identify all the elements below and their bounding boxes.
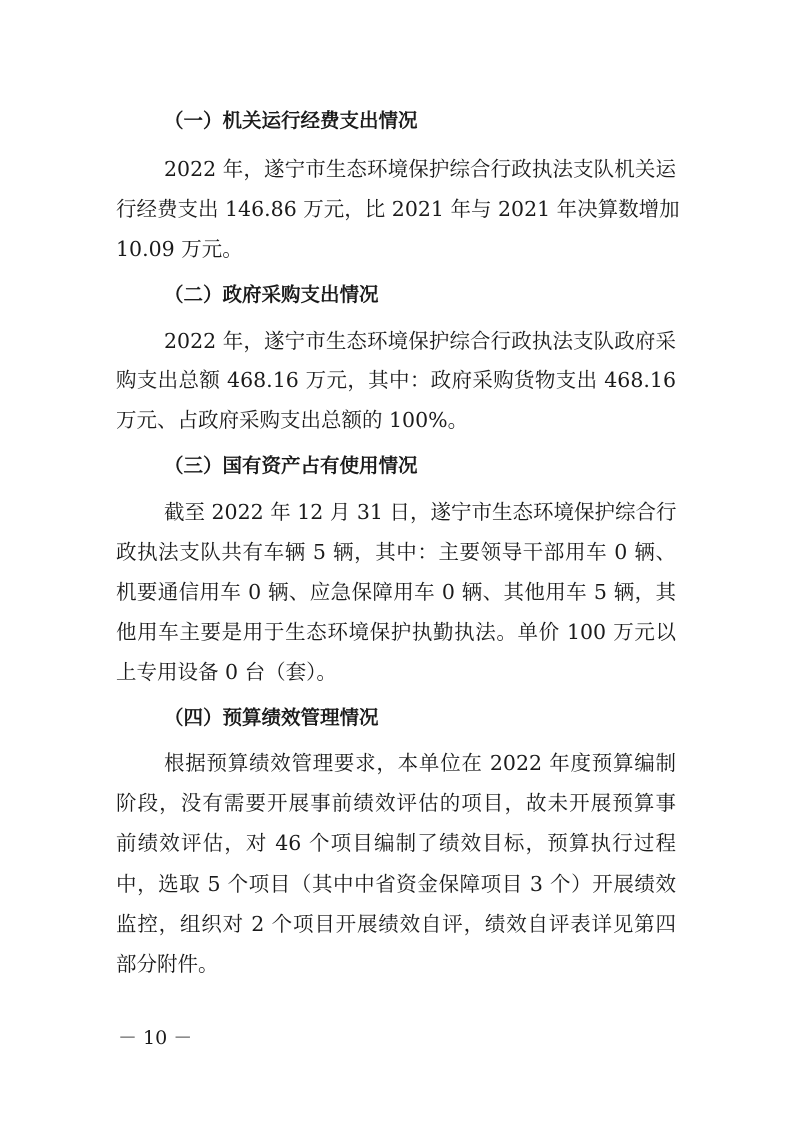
paragraph-line: 机要通信用车 0 辆、应急保障用车 0 辆、其他用车 5 辆，其 — [116, 580, 676, 604]
paragraph-line: 上专用设备 0 台（套）。 — [116, 660, 337, 684]
paragraph-line: 2022 年，遂宁市生态环境保护综合行政执法支队政府采 — [164, 329, 676, 353]
paragraph-line: 他用车主要是用于生态环境保护执勤执法。单价 100 万元以 — [116, 620, 676, 644]
paragraph-line: 截至 2022 年 12 月 31 日，遂宁市生态环境保护综合行 — [164, 500, 677, 524]
paragraph-line: 中，选取 5 个项目（其中中省资金保障项目 3 个）开展绩效 — [116, 872, 676, 896]
paragraph-line: 行经费支出 146.86 万元，比 2021 年与 2021 年决算数增加 — [116, 197, 680, 221]
paragraph-line: 10.09 万元。 — [116, 237, 243, 261]
paragraph-line: 万元、占政府采购支出总额的 100%。 — [116, 408, 469, 432]
section-heading-2: （二）政府采购支出情况 — [164, 283, 379, 306]
paragraph-line: 2022 年，遂宁市生态环境保护综合行政执法支队机关运 — [164, 157, 676, 181]
paragraph-line: 监控，组织对 2 个项目开展绩效自评，绩效自评表详见第四 — [116, 912, 676, 936]
section-heading-3: （三）国有资产占有使用情况 — [164, 454, 418, 477]
paragraph-line: 购支出总额 468.16 万元，其中：政府采购货物支出 468.16 — [116, 368, 676, 392]
paragraph-line: 政执法支队共有车辆 5 辆，其中：主要领导干部用车 0 辆、 — [116, 540, 676, 564]
section-heading-1: （一）机关运行经费支出情况 — [164, 109, 418, 132]
paragraph-line: 前绩效评估，对 46 个项目编制了绩效目标，预算执行过程 — [116, 831, 676, 855]
paragraph-line: 根据预算绩效管理要求，本单位在 2022 年度预算编制 — [164, 751, 676, 775]
paragraph-line: 部分附件。 — [116, 952, 219, 976]
section-heading-4: （四）预算绩效管理情况 — [164, 706, 379, 729]
page-number: － 10 － — [118, 1027, 193, 1049]
paragraph-line: 阶段，没有需要开展事前绩效评估的项目，故未开展预算事 — [116, 791, 676, 815]
